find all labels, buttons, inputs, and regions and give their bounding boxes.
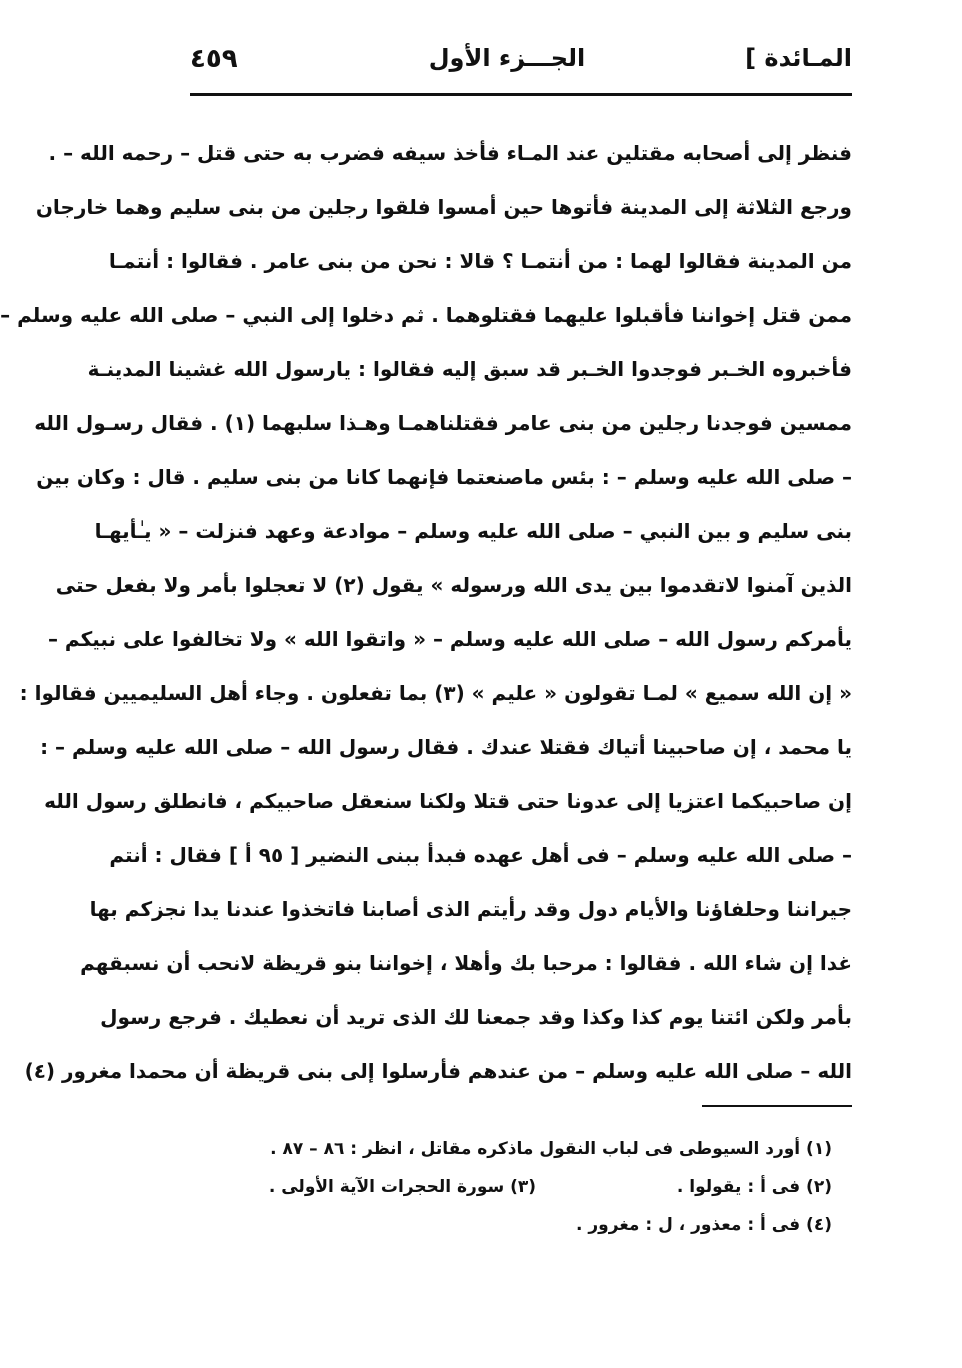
text-line: بأمر ولكن ائتنا يوم كذا وكذا وقد جمعنا لك الذى تريد أن نعطيك . فرجع رسول bbox=[100, 1005, 852, 1029]
text-line: الله – صلى الله عليه وسلم – من عندهم فأرسلوا إلى بنى قريظة أن محمدا مغرور (٤) bbox=[24, 1059, 852, 1083]
text-line: بنى سليم و بين النبي – صلى الله عليه وسلم – موادعة وعهد فنزلت – « يـٰأيهـا bbox=[94, 519, 852, 543]
text-line: ورجع الثلاثة إلى المدينة فأتوها حين أمسوا فلقوا رجلين من بنى سليم وهما خارجان bbox=[35, 195, 852, 219]
text-line: « إن الله سميع » لمـا تقولون « عليم » (٣) بما تفعلون . وجاء أهل السليميين فقالوا : bbox=[19, 681, 852, 705]
footnote-2: (٢) فى أ : يقولوا . bbox=[676, 1177, 832, 1197]
text-line: جيراننا وحلفاؤنا والأيام دول وقد رأيتم الذى أصابنا فاتخذوا عندنا يدا نجزكم بها bbox=[89, 897, 852, 921]
text-line: يأمركم رسول الله – صلى الله عليه وسلم – « واتقوا الله » ولا تخالفوا على نبيكم – bbox=[47, 627, 852, 651]
footnote-row bbox=[268, 1168, 832, 1206]
text-line: يا محمد ، إن صاحبينا أتياك فقتلا عندك . فقال رسول الله – صلى الله عليه وسلم – : bbox=[40, 735, 852, 759]
running-header bbox=[162, 38, 852, 90]
footnote-3: (٣) سورة الحجرات الآية الأولى . bbox=[268, 1177, 537, 1197]
text-line: ممسين فوجدنا رجلين من بنى عامر فقتلناهمـا وهـذا سلبهما (١) . فقال رسـول الله bbox=[34, 411, 852, 435]
text-line: – صلى الله عليه وسلم – فى أهل عهده فبدأ ببنى النضير [ ٩٥ أ ] فقال : أنتم bbox=[109, 843, 852, 867]
text-line: فأخبروه الخـبر فوجدوا الخـبر قد سبق إليه فقالوا : يارسول الله غشينا المدينـة bbox=[87, 357, 852, 381]
body-text bbox=[0, 126, 852, 1098]
text-line: الذين آمنوا لاتقدموا بين يدى الله ورسوله » يقول (٢) لا تعجلوا بأمر ولا بفعل حتى bbox=[55, 573, 852, 597]
footnotes bbox=[268, 1130, 832, 1244]
footnote-1: (١) أورد السيوطى فى لباب النقول ماذكره مقاتل ، انظر : ٨٦ – ٨٧ . bbox=[270, 1139, 832, 1159]
surah-title: المـائدة ] bbox=[745, 44, 852, 72]
text-line: ممن قتل إخواننا فأقبلوا عليهما فقتلوهما . ثم دخلوا إلى النبي – صلى الله عليه وسلم – bbox=[0, 303, 852, 327]
footnote-rule bbox=[702, 1105, 852, 1107]
text-line: غدا إن شاء الله . فقالوا : مرحبا بك وأهلا ، إخواننا بنو قريظة لانحب أن نسبقهم bbox=[80, 951, 852, 975]
page-number: ٤٥٩ bbox=[190, 44, 238, 74]
text-line: – صلى الله عليه وسلم – : بئس ماصنعتما فإنهما كانا من بنى سليم . قال : وكان بين bbox=[36, 465, 852, 489]
text-line: فنظر إلى أصحابه مقتلين عند المـاء فأخذ سيفه فضرب به حتى قتل – رحمه الله – . bbox=[48, 141, 852, 165]
part-title: الجـــزء الأول bbox=[428, 44, 586, 72]
text-line: إن صاحبيكما اعتزيا إلى عدونا حتى قتلا ولكنا سنعقل صاحبيكم ، فانطلق رسول الله bbox=[44, 789, 852, 813]
footnote-4: (٤) فى أ : معذور ، ل : مغرور . bbox=[576, 1215, 832, 1235]
text-line: من المدينة فقالوا لهما : من أنتمـا ؟ قالا : نحن من بنى عامر . فقالوا : أنتمـا bbox=[108, 249, 852, 273]
header-rule bbox=[190, 93, 852, 96]
